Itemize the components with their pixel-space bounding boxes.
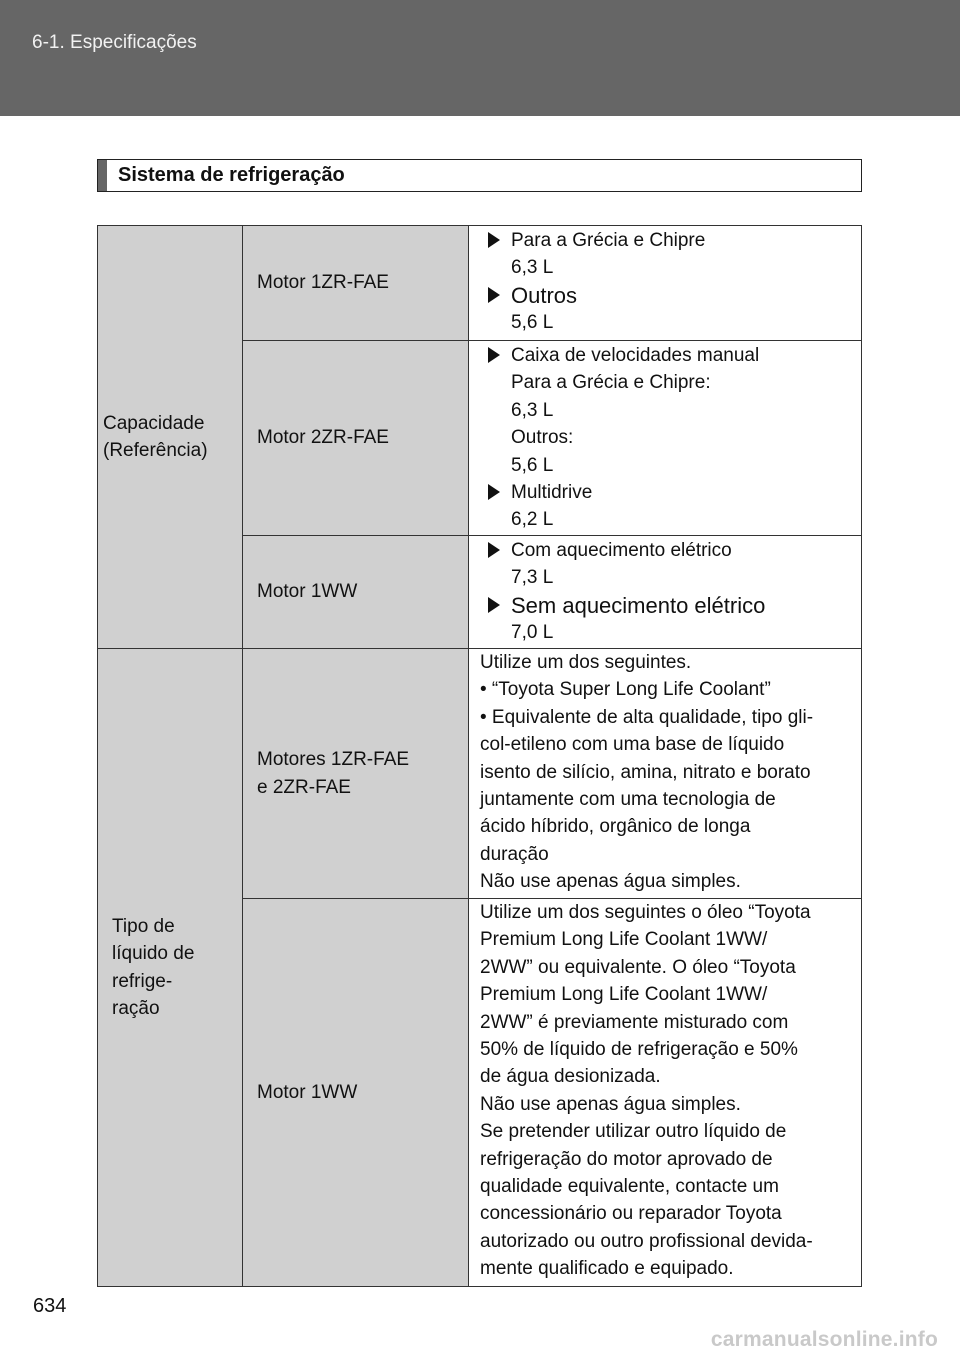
option-title: Multidrive (511, 482, 593, 504)
option-value: 5,6 L (511, 312, 554, 334)
bullet-line: duração (480, 843, 549, 865)
bullet-line: col-etileno com uma base de líquido (480, 734, 785, 756)
coolant-text-line: qualidade equivalente, contacte um (480, 1176, 779, 1198)
option-value: 6,2 L (511, 509, 554, 531)
table-row (98, 649, 862, 899)
triangle-arrow-icon (488, 287, 500, 303)
option-value: 6,3 L (511, 257, 554, 279)
triangle-arrow-icon (488, 232, 500, 248)
coolant-text-line: de água desionizada. (480, 1066, 661, 1088)
coolant-bullet (480, 676, 857, 703)
option-value: Para a Grécia e Chipre: (511, 372, 711, 394)
coolant-text-line: mente qualificado e equipado. (480, 1258, 734, 1280)
coolant-note: Não use apenas água simples. (480, 871, 741, 893)
coolant-value-cell (469, 649, 862, 899)
coolant-label-cell (98, 649, 243, 1287)
coolant-bullet (480, 704, 857, 868)
option-item (480, 282, 857, 309)
engine-cell (243, 899, 469, 1287)
engine-name: Motor 1ZR-FAE (257, 272, 389, 294)
coolant-text-line: 2WW” ou equivalente. O óleo “Toyota (480, 956, 796, 978)
option-title: Caixa de velocidades manual (511, 345, 760, 366)
table-row (98, 226, 862, 341)
coolant-text-line: autorizado ou outro profissional devida- (480, 1230, 813, 1252)
bullet-line: isento de silício, amina, nitrato e borato (480, 761, 811, 783)
coolant-text-line: Não use apenas água simples. (480, 1093, 741, 1115)
option-item (480, 592, 857, 619)
triangle-arrow-icon (488, 347, 500, 363)
coolant-text-line: concessionário ou reparador Toyota (480, 1203, 782, 1225)
option-value: 7,3 L (511, 567, 554, 589)
capacity-label-line: Capacidade (103, 412, 205, 434)
engine-cell (243, 341, 469, 536)
cooling-spec-table (97, 225, 862, 1287)
option-value: Outros: (511, 427, 574, 449)
capacity-value-cell (469, 536, 862, 649)
option-item (480, 227, 857, 254)
engine-cell (243, 536, 469, 649)
engine-cell (243, 226, 469, 341)
coolant-text-line: Utilize um dos seguintes o óleo “Toyota (480, 902, 811, 923)
coolant-text-line: Premium Long Life Coolant 1WW/ (480, 929, 768, 951)
capacity-label-cell (98, 226, 243, 649)
option-value: 6,3 L (511, 399, 554, 421)
engine-name: Motor 2ZR-FAE (257, 427, 389, 449)
bullet-line: • Equivalente de alta qualidade, tipo gli- (480, 706, 814, 728)
triangle-arrow-icon (488, 542, 500, 558)
option-title: Outros (511, 282, 578, 308)
capacity-label-line: (Referência) (103, 440, 208, 461)
option-title: Sem aquecimento elétrico (511, 592, 766, 618)
bullet-line: juntamente com uma tecnologia de (480, 789, 776, 811)
engine-name: e 2ZR-FAE (257, 776, 351, 798)
title-accent-bar (98, 160, 107, 191)
option-item (480, 479, 857, 506)
option-item (480, 342, 857, 369)
coolant-label-line: líquido de (112, 943, 195, 965)
triangle-arrow-icon (488, 484, 500, 500)
coolant-value-cell (469, 899, 862, 1287)
option-title: Para a Grécia e Chipre (511, 230, 706, 251)
triangle-arrow-icon (488, 597, 500, 613)
engine-cell (243, 649, 469, 899)
section-title: Sistema de refrigeração (118, 164, 345, 186)
capacity-value-cell (469, 226, 862, 341)
page-number: 634 (33, 1295, 67, 1317)
coolant-label-line: refrige- (112, 970, 173, 992)
capacity-value-cell (469, 341, 862, 536)
bullet-line: • “Toyota Super Long Life Coolant” (480, 679, 771, 701)
option-item (480, 537, 857, 564)
coolant-text-line: Se pretender utilizar outro líquido de (480, 1121, 787, 1143)
engine-name: Motor 1WW (257, 1081, 358, 1103)
coolant-text-line: 50% de líquido de refrigeração e 50% (480, 1039, 798, 1061)
engine-name: Motores 1ZR-FAE (257, 749, 410, 771)
coolant-label-line: Tipo de (112, 915, 175, 937)
bullet-line: ácido híbrido, orgânico de longa (480, 816, 751, 838)
section-title-box (97, 159, 862, 192)
coolant-text-line: Premium Long Life Coolant 1WW/ (480, 984, 768, 1006)
coolant-text-line: 2WW” é previamente misturado com (480, 1011, 789, 1033)
engine-name: Motor 1WW (257, 581, 358, 603)
section-label: 6-1. Especificações (32, 32, 197, 53)
watermark-text[interactable]: carmanualsonline.info (710, 1328, 938, 1351)
coolant-text-line: refrigeração do motor aprovado de (480, 1148, 773, 1170)
option-value: 7,0 L (511, 622, 554, 644)
option-title: Com aquecimento elétrico (511, 540, 732, 561)
option-value: 5,6 L (511, 454, 554, 476)
coolant-intro: Utilize um dos seguintes. (480, 652, 692, 673)
coolant-label-line: ração (112, 997, 160, 1019)
header-band (0, 0, 960, 116)
